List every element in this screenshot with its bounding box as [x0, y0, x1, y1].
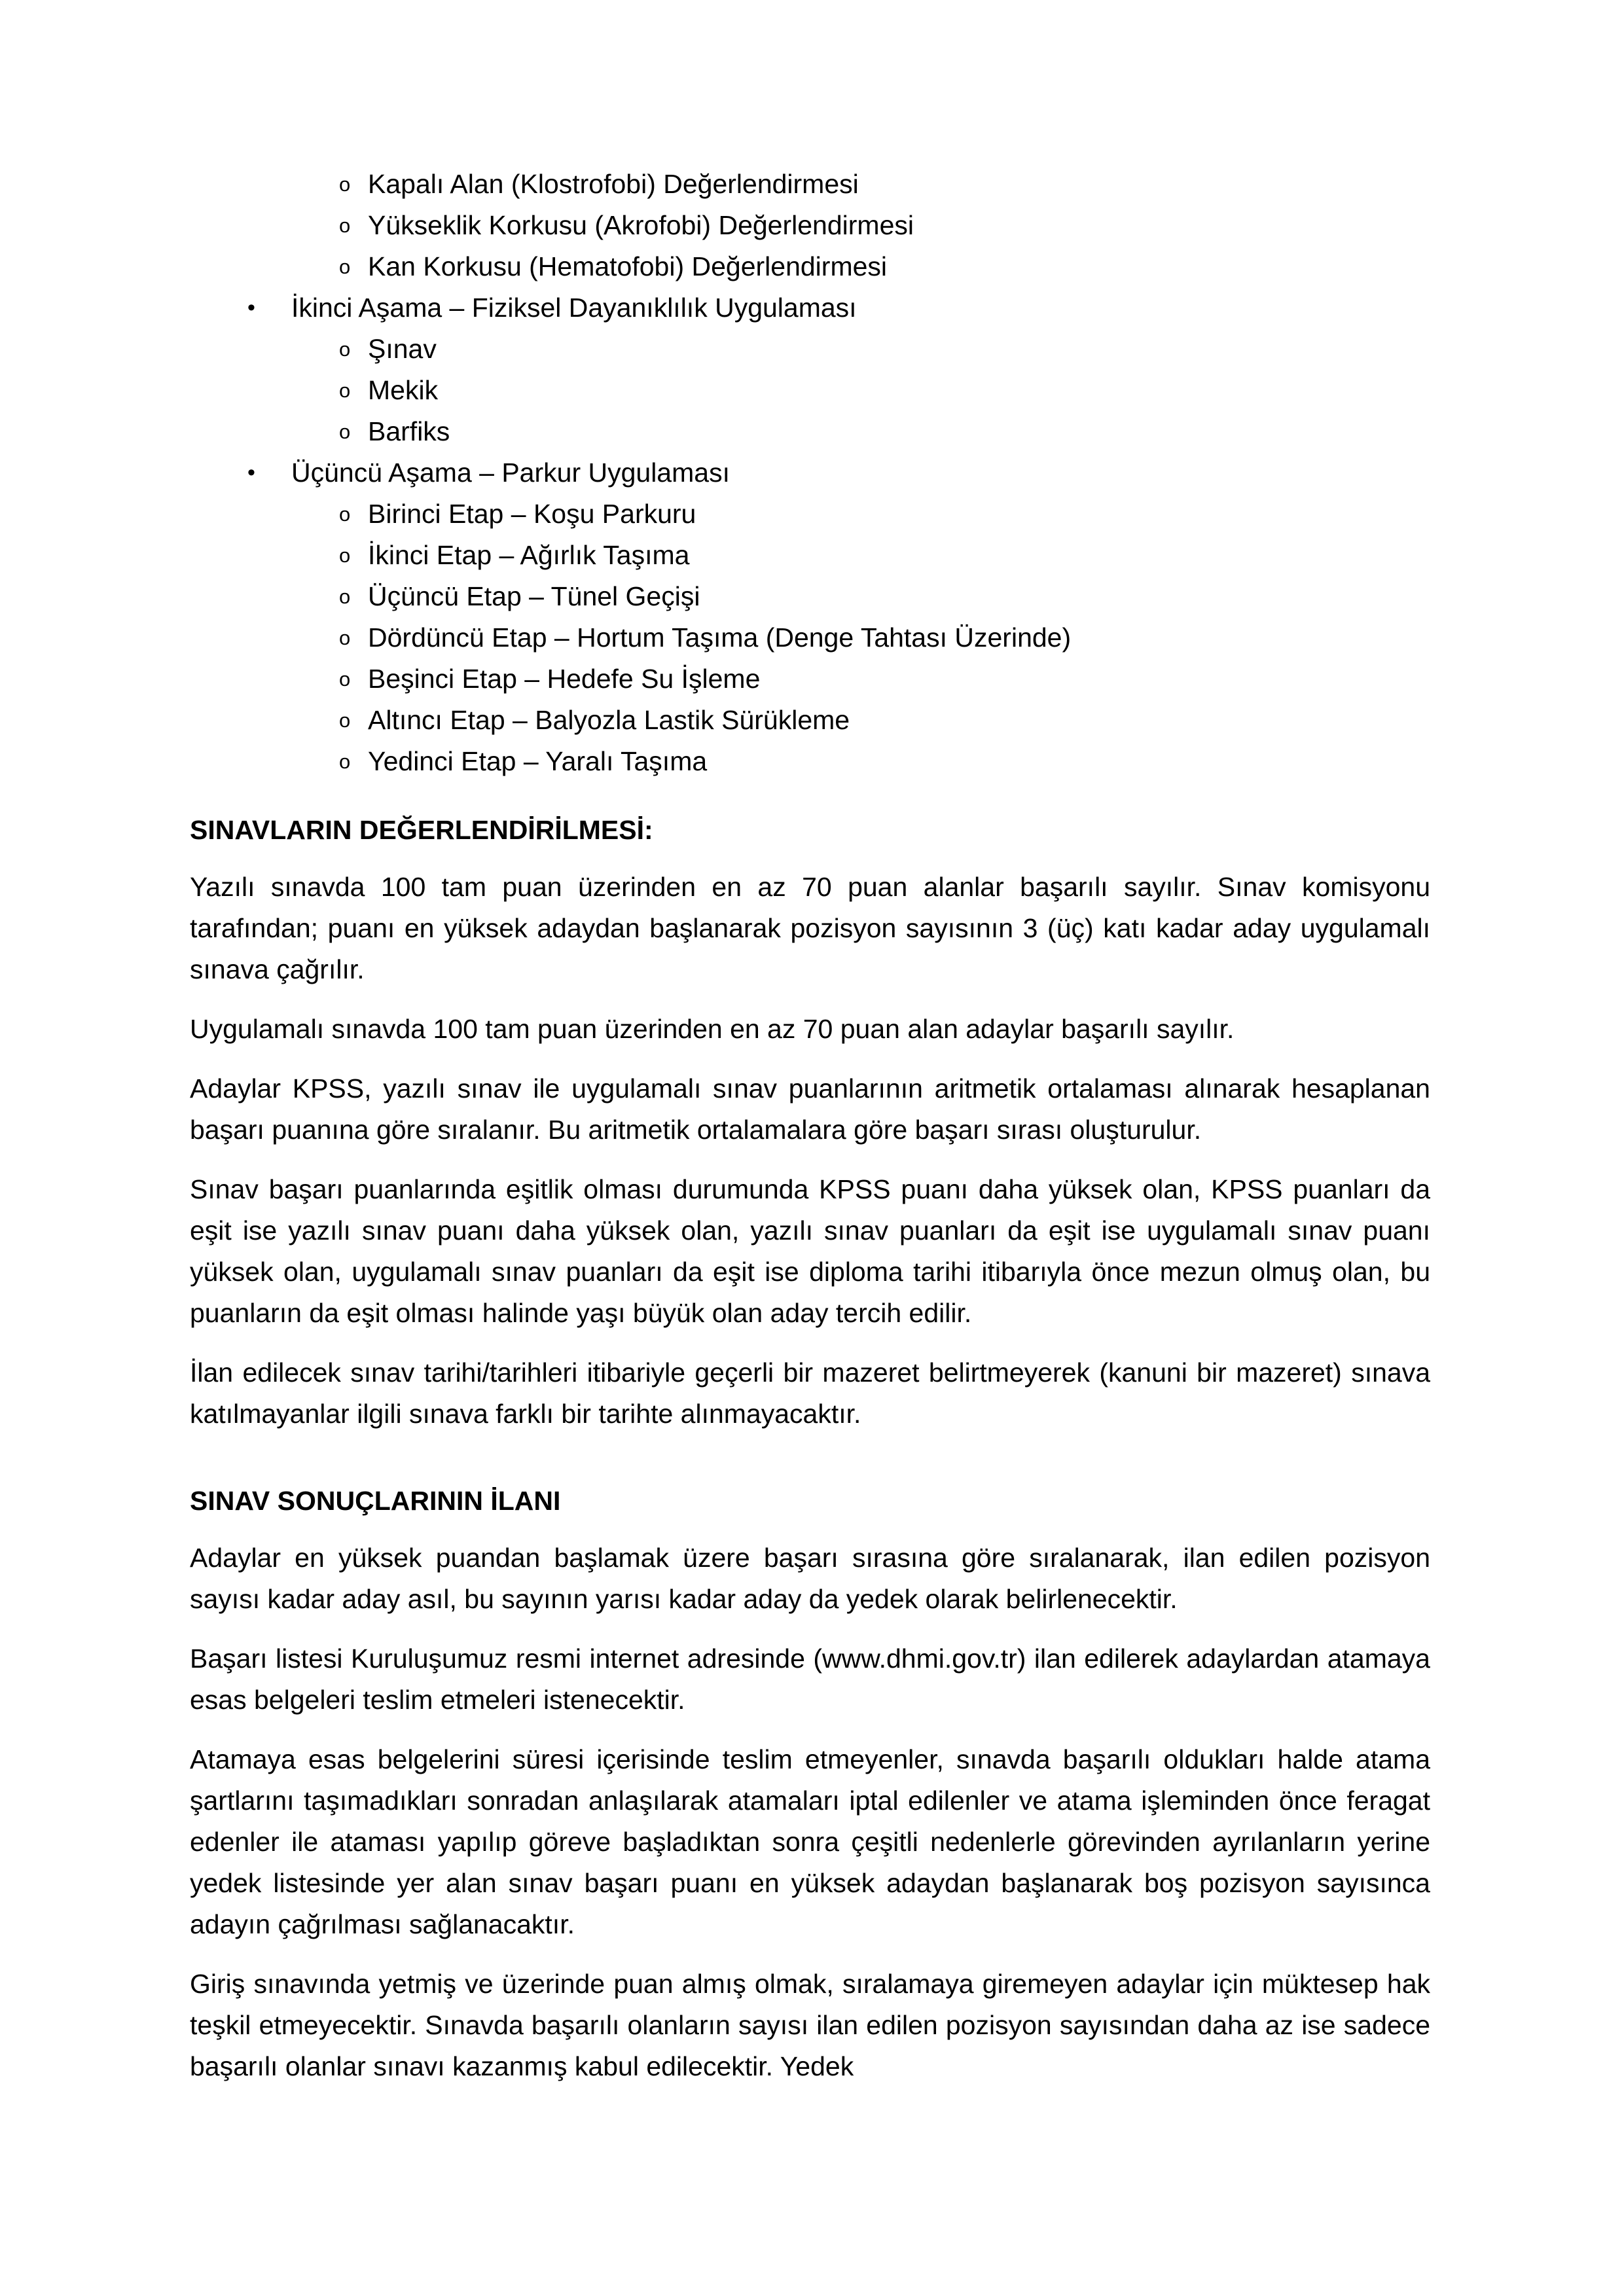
paragraph: Sınav başarı puanlarında eşitlik olması durumunda KPSS puanı daha yüksek olan, KPSS puanları da eşit ise yazılı sınav puanı daha yüksek olan, yazılı sınav puanları da eşit ise uygulamalı sınav puanı yüksek olan, uygulamalı sınav puanları da eşit ise diploma tarihi itibarıyla önce mezun olmuş olan, bu puanların da eşit olması halinde yaşı büyük olan aday tercih edilir.	[190, 1174, 1430, 1328]
list-item-label: Altıncı Etap – Balyozla Lastik Sürükleme	[368, 705, 850, 735]
paragraph: Adaylar en yüksek puandan başlamak üzere başarı sırasına göre sıralanarak, ilan edilen pozisyon sayısı kadar aday asıl, bu sayının yarısı kadar aday da yedek olarak belirlenecektir.	[190, 1543, 1430, 1614]
phobia-assessment-sublist	[190, 164, 1430, 287]
circle-bullet-icon: o	[339, 709, 351, 732]
paragraph: Başarı listesi Kuruluşumuz resmi internet adresinde (www.dhmi.gov.tr) ilan edilerek adaylardan atamaya esas belgeleri teslim etmeleri istenecektir.	[190, 1643, 1430, 1715]
list-item-label: Yedinci Etap – Yaralı Taşıma	[368, 746, 708, 776]
document-content	[190, 164, 1430, 2087]
list-item-label: Birinci Etap – Koşu Parkuru	[368, 499, 696, 529]
list-item	[190, 576, 1430, 617]
stage-three-sublist	[190, 493, 1430, 782]
list-item	[190, 411, 1430, 452]
list-item	[190, 741, 1430, 782]
list-item	[190, 370, 1430, 411]
list-item	[190, 700, 1430, 741]
list-item	[190, 205, 1430, 246]
paragraph: Giriş sınavında yetmiş ve üzerinde puan almış olmak, sıralamaya giremeyen adaylar için müktesep hak teşkil etmeyecektir. Sınavda başarılı olanların sayısı ilan edilen pozisyon sayısından daha az ise sadece başarılı olanlar sınavı kazanmış kabul edilecektir. Yedek	[190, 1969, 1430, 2081]
spacer	[190, 1518, 1430, 1537]
stage-two-sublist	[190, 329, 1430, 452]
list-item-label: Kan Korkusu (Hematofobi) Değerlendirmesi	[368, 251, 888, 281]
circle-bullet-icon: o	[339, 585, 351, 608]
stage-two-label: İkinci Aşama – Fiziksel Dayanıklılık Uygulaması	[291, 293, 857, 323]
circle-bullet-icon: o	[339, 626, 351, 649]
stage-two-item	[190, 287, 1430, 329]
list-item-label: Yükseklik Korkusu (Akrofobi) Değerlendirmesi	[368, 210, 914, 240]
circle-bullet-icon: o	[339, 338, 351, 361]
circle-bullet-icon: o	[339, 214, 351, 237]
circle-bullet-icon: o	[339, 255, 351, 278]
spacer	[190, 847, 1430, 867]
list-item-label: Barfiks	[368, 416, 450, 446]
evaluation-section-heading: SINAVLARIN DEĞERLENDİRİLMESİ:	[190, 815, 653, 845]
round-bullet-icon: •	[247, 295, 255, 320]
list-item	[190, 246, 1430, 287]
circle-bullet-icon: o	[339, 503, 351, 526]
circle-bullet-icon: o	[339, 420, 351, 443]
list-item-label: Dördüncü Etap – Hortum Taşıma (Denge Tahtası Üzerinde)	[368, 622, 1072, 653]
list-item-label: İkinci Etap – Ağırlık Taşıma	[368, 540, 690, 570]
list-item	[190, 617, 1430, 658]
circle-bullet-icon: o	[339, 750, 351, 773]
circle-bullet-icon: o	[339, 379, 351, 402]
paragraph: Uygulamalı sınavda 100 tam puan üzerinden en az 70 puan alan adaylar başarılı sayılır.	[190, 1014, 1235, 1044]
list-item-label: Kapalı Alan (Klostrofobi) Değerlendirmesi	[368, 169, 859, 199]
stage-three-item	[190, 452, 1430, 493]
list-item	[190, 164, 1430, 205]
circle-bullet-icon: o	[339, 544, 351, 567]
exam-stages-list	[190, 164, 1430, 782]
list-item-label: Şınav	[368, 334, 437, 364]
paragraph: Atamaya esas belgelerini süresi içerisinde teslim etmeyenler, sınavda başarılı oldukları halde atama şartlarını taşımadıkları sonradan anlaşılarak atamaları iptal edilenler ve atama işleminden önce feragat edenler ile ataması yapılıp göreve başladıktan sonra çeşitli nedenlerle görevinden ayrılanların yerine yedek listesinde yer alan sınav başarı puanı en yüksek adaydan başlanarak boş pozisyon sayısınca adayın çağrılması sağlanacaktır.	[190, 1744, 1430, 1939]
round-bullet-icon: •	[247, 460, 255, 485]
list-item	[190, 658, 1430, 700]
results-section-heading: SINAV SONUÇLARININ İLANI	[190, 1486, 561, 1516]
circle-bullet-icon: o	[339, 173, 351, 196]
paragraph: İlan edilecek sınav tarihi/tarihleri itibariyle geçerli bir mazeret belirtmeyerek (kanuni bir mazeret) sınava katılmayanlar ilgili sınava farklı bir tarihte alınmayacaktır.	[190, 1357, 1430, 1429]
paragraph: Adaylar KPSS, yazılı sınav ile uygulamalı sınav puanlarının aritmetik ortalaması alınarak hesaplanan başarı puanına göre sıralanır. Bu aritmetik ortalamalara göre başarı sırası oluşturulur.	[190, 1073, 1430, 1145]
list-item	[190, 535, 1430, 576]
circle-bullet-icon: o	[339, 668, 351, 691]
list-item-label: Mekik	[368, 375, 439, 405]
list-item-label: Beşinci Etap – Hedefe Su İşleme	[368, 664, 761, 694]
list-item	[190, 329, 1430, 370]
spacer	[190, 1453, 1430, 1484]
list-item	[190, 493, 1430, 535]
list-item-label: Üçüncü Etap – Tünel Geçişi	[368, 581, 700, 611]
stage-three-label: Üçüncü Aşama – Parkur Uygulaması	[291, 457, 730, 488]
spacer	[190, 782, 1430, 813]
paragraph: Yazılı sınavda 100 tam puan üzerinden en az 70 puan alanlar başarılı sayılır. Sınav komisyonu tarafından; puanı en yüksek adaydan başlanarak pozisyon sayısının 3 (üç) katı kadar aday uygulamalı sınava çağrılır.	[190, 872, 1430, 984]
